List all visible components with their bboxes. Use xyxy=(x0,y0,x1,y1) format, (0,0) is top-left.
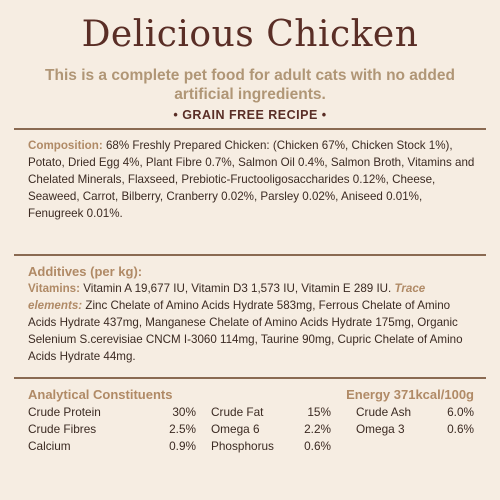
divider-bottom xyxy=(14,377,486,379)
product-title: Delicious Chicken xyxy=(81,14,419,55)
constituent-name: Crude Fibres xyxy=(28,422,97,436)
divider-middle xyxy=(14,254,486,256)
constituent-name: Crude Fat xyxy=(211,405,264,419)
analytical-heading: Analytical Constituents xyxy=(28,387,173,402)
constituent-value: 0.6% xyxy=(304,439,331,453)
additives-heading: Additives (per kg): xyxy=(28,264,143,279)
constituent-name: Crude Ash xyxy=(356,405,412,419)
constituent-name: Phosphorus xyxy=(211,439,274,453)
constituent-value: 0.6% xyxy=(447,422,474,436)
constituent-value: 6.0% xyxy=(447,405,474,419)
constituent-name: Omega 6 xyxy=(211,422,260,436)
constituent-value: 30% xyxy=(172,405,196,419)
trace-elements-label: Trace elements: xyxy=(28,282,426,312)
trace-elements-text: Zinc Chelate of Amino Acids Hydrate 583mg, Ferrous Chelate of Amino Acids Hydrate 437mg, Manganese Chelate of Amino Acids Hydrate 175mg, Organic Selenium S.cerevisiae CNCM I-3060 114mg, Taurine 90mg, Cupric Chelate of Amino Acids Hydrate 44mg. xyxy=(28,299,463,363)
composition-text: 68% Freshly Prepared Chicken: (Chicken 67%, Chicken Stock 1%), Potato, Dried Egg 4%, Plant Fibre 0.7%, Salmon Oil 0.4%, Salmon Broth, Vitamins and Chelated Minerals, Flaxseed, Prebiotic-Fructooligosaccharides 0.12%, Cheese, Seaweed, Carrot, Bilberry, Cranberry 0.02%, Parsley 0.02%, Aniseed 0.01%, Fenugreek 0.01%. xyxy=(28,139,475,220)
constituent-value: 2.5% xyxy=(169,422,196,436)
composition-section xyxy=(28,137,478,222)
constituent-name: Omega 3 xyxy=(356,422,405,436)
product-subtitle: This is a complete pet food for adult cats with no added artificial ingredients. xyxy=(45,67,455,103)
composition-label: Composition: xyxy=(28,139,103,152)
vitamins-text: Vitamin A 19,677 IU, Vitamin D3 1,573 IU, Vitamin E 289 IU. xyxy=(83,282,392,295)
additives-section xyxy=(28,263,478,365)
constituent-name: Calcium xyxy=(28,439,71,453)
constituent-value: 15% xyxy=(307,405,331,419)
vitamins-label: Vitamins: xyxy=(28,282,80,295)
divider-top xyxy=(14,128,486,130)
constituent-value: 2.2% xyxy=(304,422,331,436)
constituent-name: Crude Protein xyxy=(28,405,101,419)
constituent-value: 0.9% xyxy=(169,439,196,453)
recipe-badge: • GRAIN FREE RECIPE • xyxy=(173,108,327,122)
energy-value: Energy 371kcal/100g xyxy=(346,387,474,402)
